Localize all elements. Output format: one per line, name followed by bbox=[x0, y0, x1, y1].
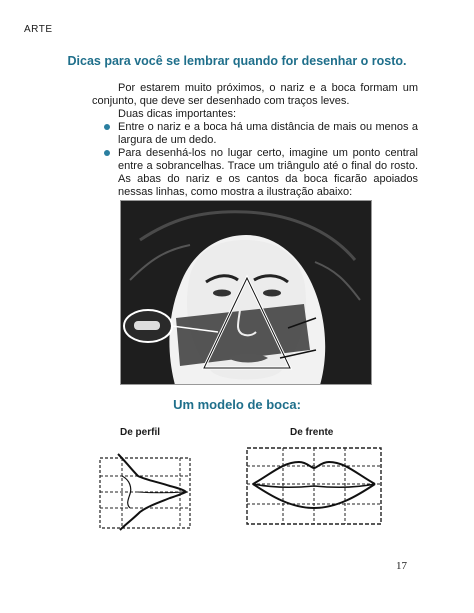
tip-text: Para desenhá-los no lugar certo, imagine um ponto central entre a sobrancelhas. Trace um triângulo até o final do rosto. As abas do nariz e os cantos da boca ficarão apoiados nessas linhas, como mostra a ilustração abaixo: bbox=[118, 147, 418, 198]
page-number: 17 bbox=[396, 560, 407, 572]
intro-paragraph: Por estarem muito próximos, o nariz e a boca formam um conjunto, que deve ser desenhado com traços leves. bbox=[92, 82, 418, 107]
mouth-profile-diagram bbox=[96, 446, 196, 532]
tip-text: Entre o nariz e a boca há uma distância de mais ou menos a largura de um dedo. bbox=[118, 121, 418, 146]
profile-label: De perfil bbox=[120, 427, 161, 438]
page-title: Dicas para você se lembrar quando for desenhar o rosto. bbox=[67, 54, 407, 68]
mouth-front-diagram bbox=[243, 444, 387, 530]
bullet-dot-icon bbox=[104, 124, 110, 130]
tip-item bbox=[104, 121, 418, 147]
header-section-label: ARTE bbox=[24, 24, 53, 35]
bullet-dot-icon bbox=[104, 150, 110, 156]
face-illustration bbox=[120, 200, 372, 385]
section-heading: Um modelo de boca: bbox=[173, 397, 301, 412]
tip-item bbox=[104, 147, 418, 199]
front-label: De frente bbox=[290, 427, 334, 438]
tips-heading: Duas dicas importantes: bbox=[118, 108, 236, 120]
